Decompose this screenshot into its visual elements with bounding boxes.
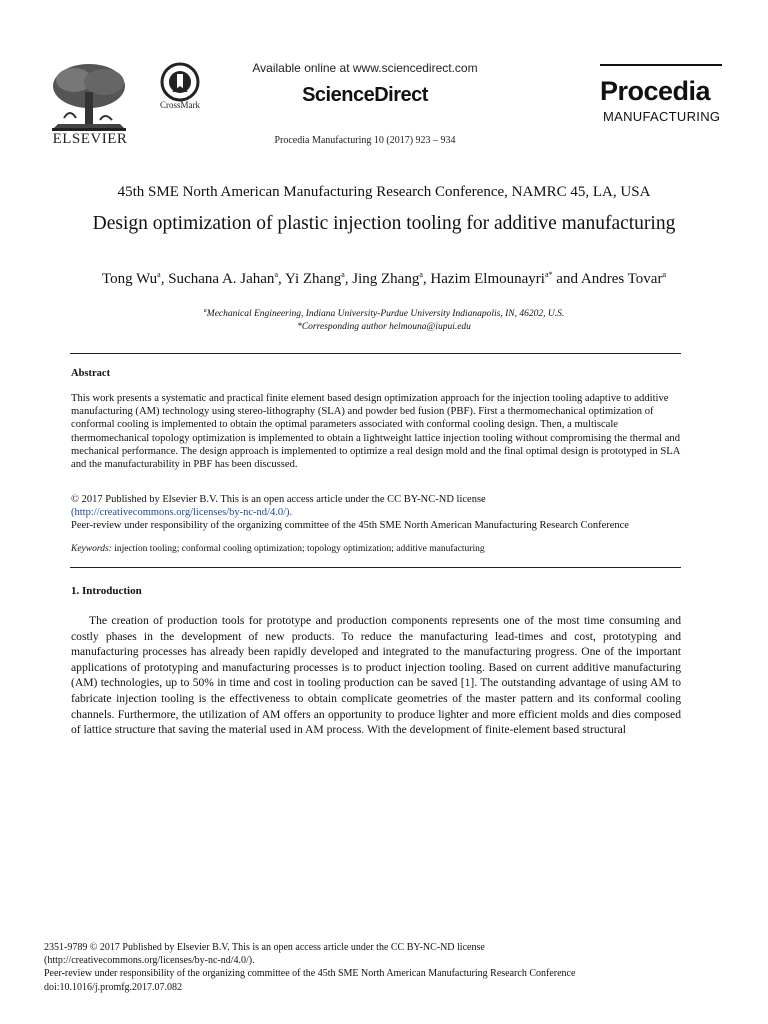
abstract-text: This work presents a systematic and practical finite element based design optimization approach for the injection tooling adaptive to additive manufacturing (AM) technology using stereo-lithography (SLA) and powder bed fusion (PBF). First a thermomechanical optimization of conformal cooling is implemented to obtain the optimal parameters associated with conformal cooling design. Then, a multiscale thermomechanical topology optimization is implemented to obtain a lightweight lattice injection tooling without compromising the thermal and mechanical performance. The design approach is implemented to optimize a real design mold and the final optimal design is prototyped in SLA and the manufacturability in PBF has been discussed. [71, 393, 681, 471]
author-affiliation-mark: a* [544, 270, 553, 279]
journal-logo: Procedia [600, 76, 711, 106]
paper-title: Design optimization of plastic injection tooling for additive manufacturing [92, 213, 676, 234]
introduction-paragraph: The creation of production tools for prototype and production components represents one of the most time consuming and costly phases in the development of new products. To reduce the manufacturing lead-times and cost, prototyping and manufacturing processes has already been rapidly developed and integrated to the manufacturing progress. One of the important applications of prototyping and manufacturing processes is to product injection tooling. Based on current additive manufacturing (AM) technologies, up to 50% in time and cost in tooling production can be saved [1]. The outstanding advantage of using AM to fabricate injection tooling is the effectiveness to obtain complicate geometries of the master pattern and its conformal cooling channels. Furthermore, the utilization of AM offers an opportunity to produce lighter and more efficient molds and dies composed of lattice structure that saving the material used in AM process. With the development of finite-element based structural [71, 614, 681, 737]
keywords-label: Keywords: [71, 544, 112, 554]
author-separator: , [344, 271, 353, 287]
license-link[interactable]: (http://creativecommons.org/licenses/by-nc-nd/4.0/). [71, 507, 293, 519]
publisher-name: ELSEVIER [52, 131, 128, 147]
footer-doi[interactable]: doi:10.1016/j.promfg.2017.07.082 [44, 981, 183, 993]
author-name: Suchana A. Jahan [168, 271, 275, 287]
section-heading: 1. Introduction [71, 585, 142, 597]
abstract-heading: Abstract [71, 368, 111, 379]
author-affiliation-mark: a [341, 270, 345, 279]
affiliation-text: Mechanical Engineering, Indiana University-Purdue University Indianapolis, IN, 46202, U.S. [206, 309, 565, 320]
author-separator: and [552, 271, 581, 287]
keywords-text: injection tooling; conformal cooling optimization; topology optimization; additive manufacturing [114, 544, 485, 554]
keywords-line [71, 544, 691, 554]
author-name: Andres Tovar [580, 271, 663, 287]
footer-block [44, 941, 724, 994]
crossmark-label: CrossMark [160, 100, 200, 110]
corresponding-author: *Corresponding author helmouna@iupui.edu [297, 322, 471, 333]
abstract-divider [70, 567, 681, 568]
author-name: Hazim Elmounayri [430, 271, 545, 287]
peer-review-line: Peer-review under responsibility of the organizing committee of the 45th SME North American Manufacturing Research Conference [71, 520, 629, 532]
footer-issn-line: 2351-9789 © 2017 Published by Elsevier B.V. This is an open access article under the CC BY-NC-ND license [44, 942, 485, 953]
author-affiliation-mark: a [274, 270, 278, 279]
available-online-text: Available online at www.sciencedirect.com [252, 61, 478, 75]
author-affiliation-mark: a [157, 270, 161, 279]
author-name: Yi Zhang [284, 271, 342, 287]
author-name: Tong Wu [101, 271, 158, 287]
author-affiliation-mark: a [662, 270, 667, 279]
author-separator: , [422, 271, 431, 287]
footer-peer-review: Peer-review under responsibility of the organizing committee of the 45th SME North American Manufacturing Research Conference [44, 968, 576, 980]
author-name: Jing Zhang [352, 271, 420, 287]
crossmark-icon[interactable] [160, 62, 200, 102]
affiliation-mark: a [203, 308, 207, 314]
procedia-top-rule [600, 64, 722, 66]
author-separator: , [278, 271, 285, 287]
copyright-line: © 2017 Published by Elsevier B.V. This is an open access article under the CC BY-NC-ND license [71, 494, 486, 505]
header-divider [70, 353, 681, 354]
affiliation-line [70, 305, 698, 321]
copyright-block [71, 493, 691, 533]
author-separator: , [160, 271, 169, 287]
affiliation-block [70, 305, 698, 334]
journal-logo-subtitle: MANUFACTURING [603, 109, 721, 124]
journal-reference: Procedia Manufacturing 10 (2017) 923 – 934 [274, 135, 456, 146]
footer-license-link[interactable]: (http://creativecommons.org/licenses/by-nc-nd/4.0/). [44, 955, 255, 967]
sciencedirect-logo[interactable]: ScienceDirect [302, 84, 428, 106]
author-list [70, 265, 698, 289]
author-affiliation-mark: a [419, 270, 423, 279]
conference-name: 45th SME North American Manufacturing Research Conference, NAMRC 45, LA, USA [117, 184, 651, 200]
